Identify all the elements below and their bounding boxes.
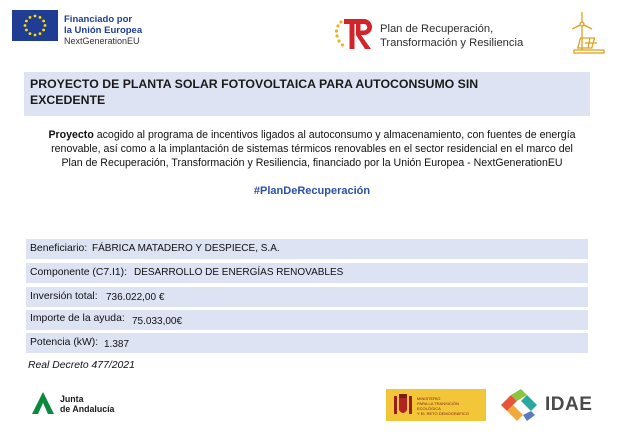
junta-text <box>60 395 114 414</box>
desc-line2: renovable, así como a la implantación de sistemas térmicos renovables en el sector residencial en el marco del <box>51 143 573 155</box>
real-decreto: Real Decreto 477/2021 <box>28 360 135 371</box>
junta-andalucia-logo-icon <box>30 390 56 416</box>
inversion-value: 736.022,00 € <box>106 292 165 303</box>
ministerio-line2: PARA LA TRANSICIÓN ECOLÓGICA <box>417 401 459 411</box>
project-title <box>30 76 590 108</box>
componente-label: Componente (C7.I1): <box>30 267 128 278</box>
ministerio-line1: MINISTERIO <box>417 396 441 401</box>
project-description <box>14 128 610 170</box>
potencia-value: 1.387 <box>104 339 130 350</box>
spain-coat-of-arms-icon <box>392 392 414 418</box>
desc-line3: Plan de Recuperación, Transformación y Resiliencia, financiado por la Unión Europea - NextGenerationEU <box>61 157 563 169</box>
junta-line2: de Andalucía <box>60 403 115 414</box>
desc-line1 <box>14 128 610 142</box>
beneficiario-value: FÁBRICA MATADERO Y DESPIECE, S.A. <box>92 243 280 254</box>
ministerio-line3: Y EL RETO DEMOGRÁFICO <box>417 411 469 416</box>
inversion-label: Inversión total: <box>30 291 98 302</box>
componente-value: DESARROLLO DE ENERGÍAS RENOVABLES <box>134 267 344 278</box>
eu-line1: Financiado por <box>64 14 133 25</box>
eu-funding-text <box>64 14 142 47</box>
idae-wordmark: IDAE <box>545 394 593 415</box>
eu-flag-icon <box>12 10 58 41</box>
ministerio-text <box>417 396 483 416</box>
title-line2: EXCEDENTE <box>30 93 106 107</box>
ayuda-label: Importe de la ayuda: <box>30 313 125 324</box>
beneficiario-label: Beneficiario: <box>30 243 88 254</box>
prtr-logo-icon <box>334 16 374 52</box>
junta-line1: Junta <box>60 394 84 404</box>
idae-logo-icon <box>497 387 541 423</box>
potencia-label: Potencia (kW): <box>30 337 99 348</box>
prtr-text <box>380 22 523 50</box>
prtr-line1: Plan de Recuperación, <box>380 23 494 35</box>
desc-line1-rest: acogido al programa de incentivos ligados al autoconsumo y almacenamiento, con fuentes de energía <box>93 129 576 141</box>
title-line1: PROYECTO DE PLANTA SOLAR FOTOVOLTAICA PARA AUTOCONSUMO SIN <box>30 77 479 91</box>
prtr-line2: Transformación y Resiliencia <box>380 37 524 49</box>
eu-line3: NextGenerationEU <box>64 36 140 46</box>
desc-bold-word: Proyecto <box>48 129 94 141</box>
ayuda-value: 75.033,00€ <box>132 316 183 327</box>
hashtag: #PlanDeRecuperación <box>253 185 371 197</box>
eu-line2: la Unión Europea <box>64 25 143 36</box>
solar-wind-icon <box>560 10 608 58</box>
